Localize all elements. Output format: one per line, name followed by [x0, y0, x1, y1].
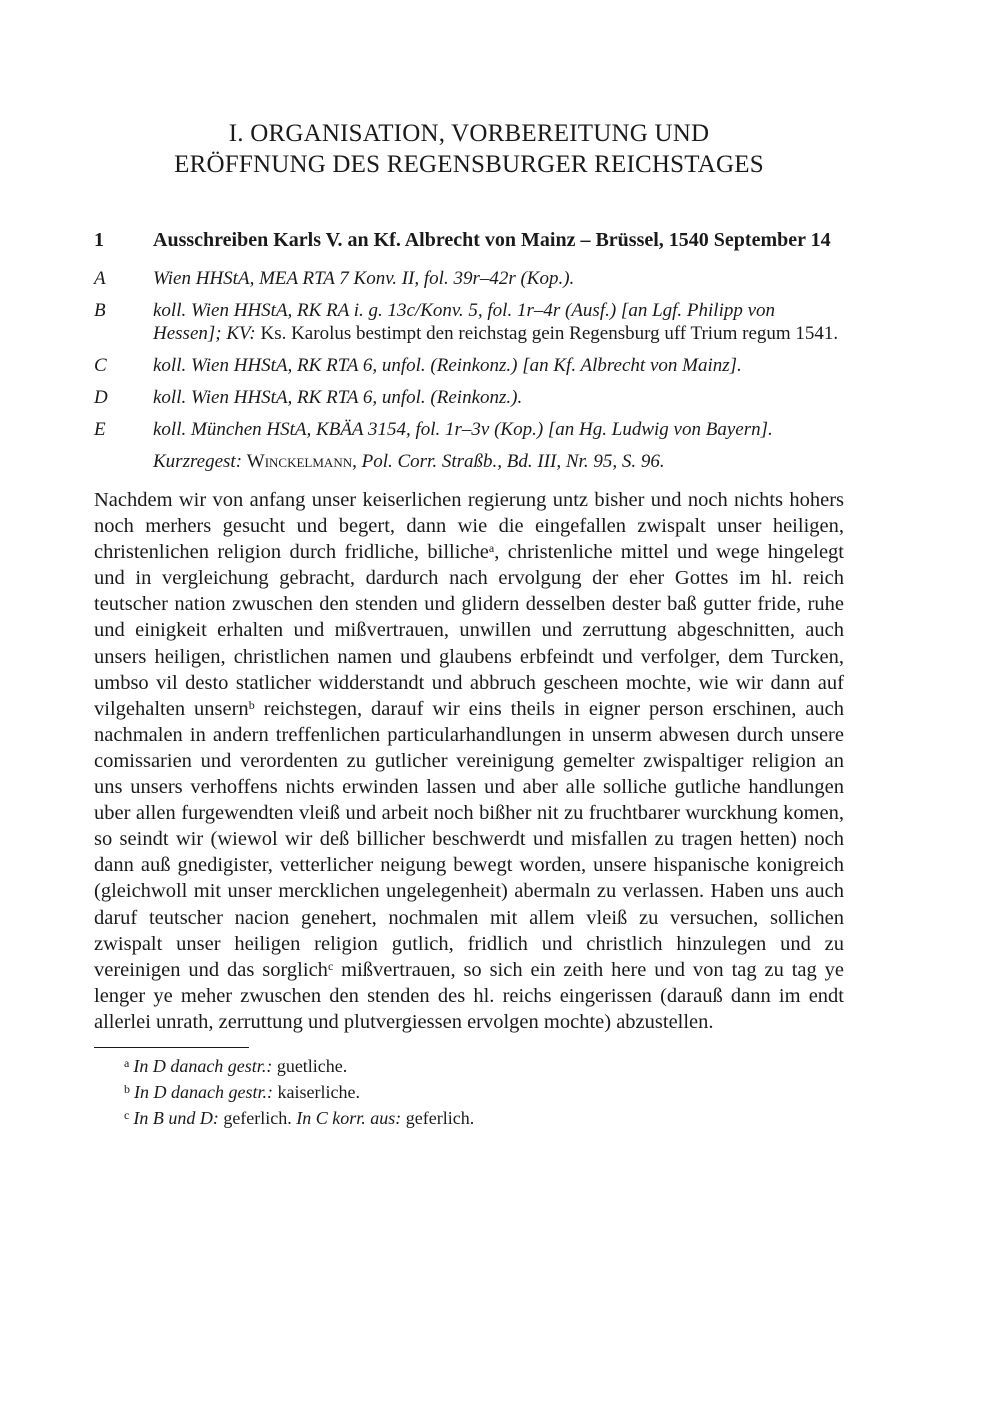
source-text: koll. München HStA, KBÄA 3154, fol. 1r–3v (Kop.) [an Hg. Ludwig von Bayern].	[153, 419, 773, 440]
footnote-mark[interactable]: a	[488, 541, 495, 556]
footnote-list	[94, 1052, 844, 1130]
chapter-title	[94, 118, 844, 180]
source-sigle: B	[94, 300, 106, 321]
chapter-title-line-2: ERÖFFNUNG DES REGENSBURGER REICHSTAGES	[174, 151, 764, 178]
footnote-divider	[94, 1047, 249, 1048]
footnote-letter: c	[124, 1107, 130, 1122]
source-sigle: C	[94, 355, 107, 376]
page	[94, 118, 844, 1130]
source-entry	[94, 299, 844, 345]
footnote-text: guetliche.	[272, 1055, 348, 1076]
body-text-segment: Nachdem wir von anfang unser keiserlichen regierung untz bisher und noch nichts hohers noch merhers gesucht und begert, dann wie die eingefallen zwispalt unser heiligen, christenlichen religion durch fridliche, billiche	[94, 489, 844, 564]
footnote-mark[interactable]: b	[248, 697, 255, 712]
source-text	[153, 299, 844, 345]
source-sigle: E	[94, 419, 106, 440]
source-sigle: D	[94, 387, 108, 408]
source-entry	[94, 267, 844, 290]
source-entry	[94, 354, 844, 377]
source-text-plain: Ks. Karolus bestimpt den reichstag gein Regensburg uff Trium regum 1541.	[255, 323, 839, 344]
document-body-text	[94, 487, 844, 1035]
footnote	[94, 1078, 844, 1104]
document-heading	[94, 227, 844, 253]
body-text-segment: , christenliche mittel und wege hingelegt und in vergleichung gebracht, dardurch nach ervolgung der eher Gottes im hl. reich teutscher nation zwuschen den stenden und glidern desselben dester baß gutter fride, ruhe und einigkeit erhalten und mißvertrauen, unwillen und zerruttung abgeschnitten, auch unsers heiligen, christlichen namen und glaubens erbfeindt und verfolger, dem Turcken, umbso vil desto statlicher widderstandt und abbruch gescheen mochte, wie wir dann auf vilgehalten unsern	[94, 541, 844, 720]
source-entry	[94, 418, 844, 441]
footnote-text: kaiserliche.	[272, 1081, 360, 1102]
source-sigle: A	[94, 268, 106, 289]
source-text: koll. Wien HHStA, RK RTA 6, unfol. (Reinkonz.) [an Kf. Albrecht von Mainz].	[153, 355, 742, 376]
regest-entry	[94, 450, 844, 473]
source-text-italic: koll. Wien HHStA, RK RA i. g. 13c/Konv. 5, fol. 1r–4r (Ausf.) [an Lgf. Philipp von Hessen]; KV:	[153, 300, 776, 344]
footnote-letter: a	[124, 1055, 130, 1070]
footnote-label: In C korr. aus:	[296, 1107, 402, 1128]
footnote-label: In D danach gestr.:	[134, 1081, 273, 1102]
footnote-label: In D danach gestr.:	[133, 1055, 273, 1076]
document-title: Ausschreiben Karls V. an Kf. Albrecht von Mainz – Brüssel, 1540 September 14	[153, 229, 831, 251]
body-text-segment: mißvertrauen, so sich ein zeith here und von tag zu tag ye lenger ye meher zwuschen den stenden des hl. reichs eingerissen (darauß dann im endt allerlei unrath, zerruttung und plutvergiessen ervolgen mochte) abzustellen.	[94, 958, 845, 1033]
source-list	[94, 267, 844, 473]
footnote-mark[interactable]: c	[327, 958, 334, 973]
regest-text	[153, 450, 844, 473]
source-text: Wien HHStA, MEA RTA 7 Konv. II, fol. 39r–42r (Kop.).	[153, 268, 575, 289]
source-entry	[94, 386, 844, 409]
footnote-label: In B und D:	[133, 1107, 219, 1128]
regest-reference: , Pol. Corr. Straßb., Bd. III, Nr. 95, S. 96.	[352, 451, 665, 472]
footnote-letter: b	[124, 1081, 130, 1096]
body-text-segment: reichstegen, darauf wir eins theils in eigner person erschinen, auch nachmalen in andern treffenlichen particularhandlungen in unserm abwesen durch unsere comissarien und verordenten zu gutlicher vereinigung gemelter zwispaltiger religion an uns unsers verhoffens nichts erwinden lassen und aber alle solliche gutliche handlungen uber allen furgewendten vleiß und arbeit noch bißher nit zu fruchtbarer wurckhung komen, so seindt wir (wiewol wir deß billicher beschwerdt und misfallen zu tragen hetten) noch dann auß gnedigister, vetterlicher neigung bewegt worden, unsere hispanische konigreich (gleichwoll mit unser mercklichen ungelegenheit) abermaln zu verlassen. Haben uns auch daruf teutscher nacion genehert, nochmalen mit allem vleiß zu versuchen, sollichen zwispalt unser heiligen religion gutlich, fridlich und christlich hinzulegen und zu vereinigen und das sorglich	[94, 697, 844, 981]
footnote	[94, 1052, 844, 1078]
source-text: koll. Wien HHStA, RK RTA 6, unfol. (Reinkonz.).	[153, 387, 523, 408]
chapter-title-line-1: I. ORGANISATION, VORBEREITUNG UND	[228, 120, 710, 147]
document-number: 1	[94, 229, 104, 251]
footnote	[94, 1104, 844, 1130]
regest-label: Kurzregest:	[153, 451, 243, 472]
footnote-text: geferlich.	[401, 1107, 475, 1128]
footnote-text: geferlich.	[218, 1107, 297, 1128]
regest-author: Winckelmann	[246, 451, 353, 472]
